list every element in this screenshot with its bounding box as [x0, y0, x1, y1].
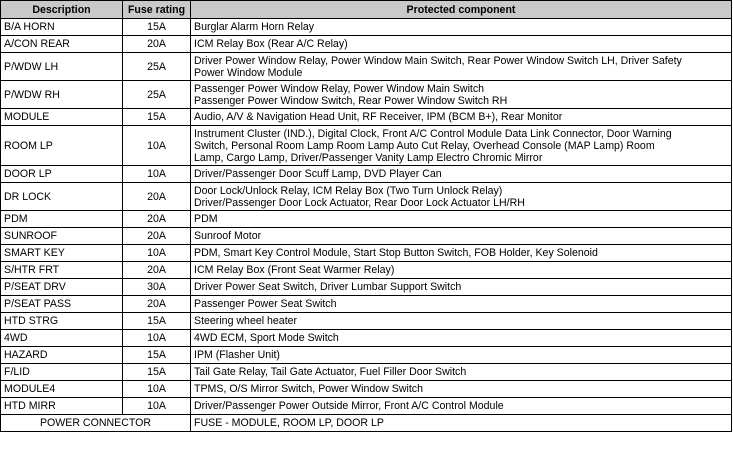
- fuse-description: P/SEAT PASS: [1, 296, 123, 313]
- table-row: [1, 296, 732, 313]
- component-line: Driver/Passenger Power Outside Mirror, Front A/C Control Module: [194, 400, 504, 412]
- table-row: [1, 279, 732, 296]
- table-row: [1, 381, 732, 398]
- component-line: Instrument Cluster (IND.), Digital Clock, Front A/C Control Module Data Link Connector, Door Warning: [194, 127, 672, 140]
- protected-component: [191, 166, 732, 183]
- table-row: [1, 126, 732, 166]
- table-row: [1, 211, 732, 228]
- table-row: [1, 81, 732, 109]
- table-header-row: [1, 1, 732, 19]
- header-protected-component: Protected component: [191, 1, 732, 19]
- protected-component: [191, 211, 732, 228]
- component-line: Driver Power Window Relay, Power Window Main Switch, Rear Power Window Switch LH, Driver Safety: [194, 54, 682, 67]
- table-row: [1, 245, 732, 262]
- fuse-rating: 15A: [123, 364, 191, 381]
- fuse-rating: 20A: [123, 296, 191, 313]
- header-fuse-rating: Fuse rating: [123, 1, 191, 19]
- component-line: PDM, Smart Key Control Module, Start Stop Button Switch, FOB Holder, Key Solenoid: [194, 247, 598, 259]
- table-row: [1, 183, 732, 211]
- fuse-rating: 30A: [123, 279, 191, 296]
- footer-row: [1, 415, 732, 432]
- protected-component: [191, 347, 732, 364]
- table-row: [1, 330, 732, 347]
- fuse-rating: 20A: [123, 228, 191, 245]
- component-line: ICM Relay Box (Rear A/C Relay): [194, 38, 348, 50]
- protected-component: [191, 228, 732, 245]
- fuse-description: ROOM LP: [1, 126, 123, 166]
- fuse-rating: 10A: [123, 245, 191, 262]
- fuse-description: MODULE4: [1, 381, 123, 398]
- fuse-rating: 10A: [123, 166, 191, 183]
- protected-component: [191, 53, 732, 81]
- component-line: 4WD ECM, Sport Mode Switch: [194, 332, 339, 344]
- component-line: Driver/Passenger Door Lock Actuator, Rear Door Lock Actuator LH/RH: [194, 196, 525, 209]
- component-line: Passenger Power Seat Switch: [194, 298, 337, 310]
- fuse-description: P/WDW LH: [1, 53, 123, 81]
- component-line: Door Lock/Unlock Relay, ICM Relay Box (Two Turn Unlock Relay): [194, 184, 503, 197]
- fuse-description: HTD STRG: [1, 313, 123, 330]
- fuse-rating: 15A: [123, 109, 191, 126]
- fuse-rating: 15A: [123, 347, 191, 364]
- fuse-rating: 20A: [123, 211, 191, 228]
- fuse-description: A/CON REAR: [1, 36, 123, 53]
- fuse-rating: 25A: [123, 81, 191, 109]
- fuse-rating: 20A: [123, 262, 191, 279]
- footer-component: FUSE - MODULE, ROOM LP, DOOR LP: [191, 415, 732, 432]
- fuse-description: DOOR LP: [1, 166, 123, 183]
- component-line: IPM (Flasher Unit): [194, 349, 280, 361]
- component-line: TPMS, O/S Mirror Switch, Power Window Switch: [194, 383, 423, 395]
- fuse-description: P/SEAT DRV: [1, 279, 123, 296]
- component-line: Sunroof Motor: [194, 230, 262, 242]
- protected-component: [191, 109, 732, 126]
- fuse-rating: 10A: [123, 381, 191, 398]
- protected-component: [191, 279, 732, 296]
- protected-component: [191, 245, 732, 262]
- fuse-rating: 10A: [123, 126, 191, 166]
- fuse-rating: 10A: [123, 398, 191, 415]
- table-row: [1, 347, 732, 364]
- fuse-description: P/WDW RH: [1, 81, 123, 109]
- protected-component: [191, 364, 732, 381]
- fuse-rating: 20A: [123, 36, 191, 53]
- table-row: [1, 19, 732, 36]
- component-line: Switch, Personal Room Lamp Room Lamp Auto Cut Relay, Overhead Console (MAP Lamp) Room: [194, 139, 655, 152]
- fuse-description: DR LOCK: [1, 183, 123, 211]
- table-row: [1, 228, 732, 245]
- table-body: [1, 19, 732, 415]
- fuse-description: S/HTR FRT: [1, 262, 123, 279]
- protected-component: [191, 36, 732, 53]
- table-row: [1, 109, 732, 126]
- protected-component: [191, 296, 732, 313]
- table-row: [1, 364, 732, 381]
- component-line: Lamp, Cargo Lamp, Driver/Passenger Vanity Lamp Electro Chromic Mirror: [194, 151, 543, 164]
- fuse-description: SUNROOF: [1, 228, 123, 245]
- protected-component: [191, 183, 732, 211]
- footer-label: POWER CONNECTOR: [1, 415, 191, 432]
- component-line: Audio, A/V & Navigation Head Unit, RF Receiver, IPM (BCM B+), Rear Monitor: [194, 111, 563, 123]
- component-line: Tail Gate Relay, Tail Gate Actuator, Fuel Filler Door Switch: [194, 366, 467, 378]
- protected-component: [191, 330, 732, 347]
- component-line: Passenger Power Window Switch, Rear Power Window Switch RH: [194, 94, 508, 107]
- component-line: Power Window Module: [194, 66, 303, 79]
- table-row: [1, 166, 732, 183]
- fuse-description: PDM: [1, 211, 123, 228]
- table-row: [1, 53, 732, 81]
- component-line: PDM: [194, 213, 218, 225]
- fuse-description: HTD MIRR: [1, 398, 123, 415]
- component-line: Driver Power Seat Switch, Driver Lumbar Support Switch: [194, 281, 462, 293]
- component-line: Passenger Power Window Relay, Power Window Main Switch: [194, 82, 485, 95]
- component-line: Driver/Passenger Door Scuff Lamp, DVD Player Can: [194, 168, 442, 180]
- table-row: [1, 313, 732, 330]
- component-line: Steering wheel heater: [194, 315, 298, 327]
- fuse-rating: 10A: [123, 330, 191, 347]
- component-line: ICM Relay Box (Front Seat Warmer Relay): [194, 264, 395, 276]
- table-row: [1, 36, 732, 53]
- protected-component: [191, 81, 732, 109]
- component-line: Burglar Alarm Horn Relay: [194, 21, 315, 33]
- fuse-rating: 25A: [123, 53, 191, 81]
- table-row: [1, 398, 732, 415]
- fuse-description: 4WD: [1, 330, 123, 347]
- protected-component: [191, 126, 732, 166]
- table-row: [1, 262, 732, 279]
- protected-component: [191, 398, 732, 415]
- fuse-rating: 15A: [123, 313, 191, 330]
- protected-component: [191, 313, 732, 330]
- fuse-description: B/A HORN: [1, 19, 123, 36]
- protected-component: [191, 19, 732, 36]
- fuse-description: HAZARD: [1, 347, 123, 364]
- protected-component: [191, 381, 732, 398]
- fuse-rating: 20A: [123, 183, 191, 211]
- fuse-description: SMART KEY: [1, 245, 123, 262]
- header-description: Description: [1, 1, 123, 19]
- fuse-rating: 15A: [123, 19, 191, 36]
- fuse-description: F/LID: [1, 364, 123, 381]
- protected-component: [191, 262, 732, 279]
- fuse-description: MODULE: [1, 109, 123, 126]
